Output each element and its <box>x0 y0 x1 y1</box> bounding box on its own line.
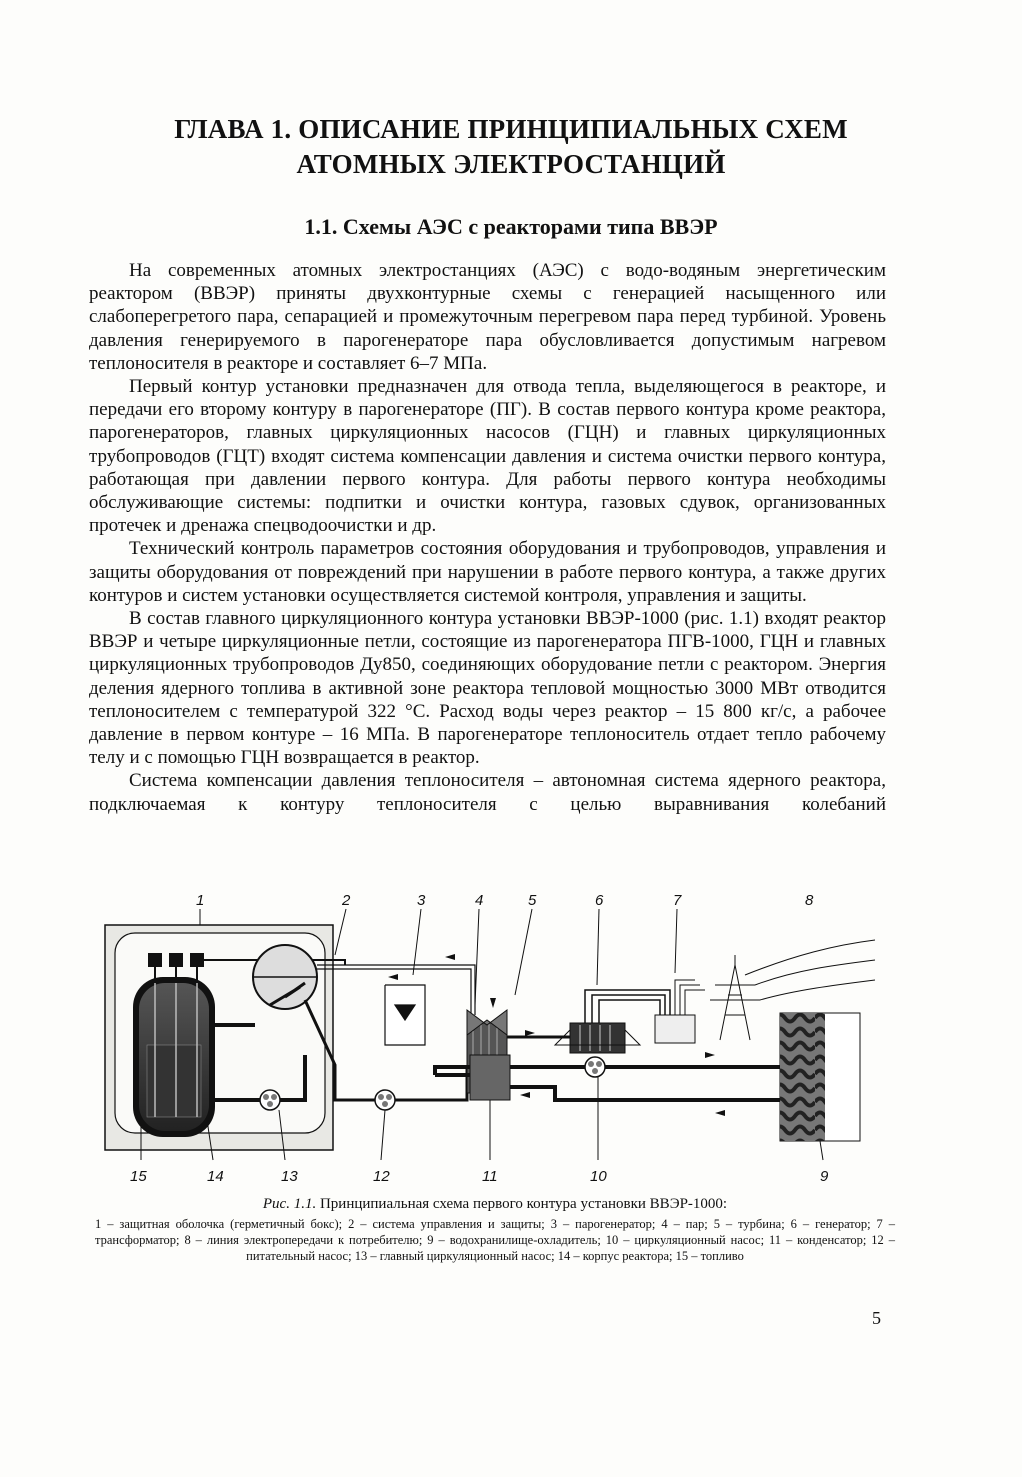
caption-legend: 1 – защитная оболочка (герметичный бокс); 2 – система управления и защиты; 3 – парогенератор; 4 – пар; 5 – турбина; 6 – генератор; 7 – трансформатор; 8 – линия электропередачи к потребителю; 9 – водохранилище-охладитель; 10 – циркуляционный насос; 11 – конденсатор; 12 – питательный насос; 13 – главный циркуляционный насос; 14 – корпус реактора; 15 – топливо <box>95 1217 895 1263</box>
caption-title-text: Принципиальная схема первого контура установки ВВЭР-1000: <box>316 1196 728 1212</box>
cooling-reservoir <box>780 1013 860 1141</box>
label-2: 2 <box>342 892 351 909</box>
top-labels <box>196 892 814 909</box>
label-3: 3 <box>417 892 426 909</box>
label-12: 12 <box>373 1168 390 1185</box>
control-rod-drives <box>148 953 204 967</box>
paragraph: Система компенсации давления теплоносителя – автономная система ядерного реактора, подключаемая к контуру теплоносителя с целью выравнивания колебаний <box>89 770 886 815</box>
figure-caption <box>95 1196 895 1264</box>
feed-pump <box>375 1090 395 1110</box>
label-7: 7 <box>673 892 682 909</box>
label-4: 4 <box>475 892 484 909</box>
page-number: 5 <box>872 1308 881 1328</box>
reactor-vessel <box>133 977 215 1137</box>
label-13: 13 <box>281 1168 298 1185</box>
vver-schematic <box>95 885 885 1190</box>
paragraph: В состав главного циркуляционного контура установки ВВЭР-1000 (рис. 1.1) входят реактор ВВЭР и четыре циркуляционные петли, состоящие из парогенератора ПГВ-1000, ГЦН и главных циркуляционных трубопроводов Ду850, соединяющих оборудование петли с реактором. Энергия деления ядерного топлива в активной зоне реактора тепловой мощностью 3000 МВт отводится теплоносителем с температурой 322 °С. Расход воды через реактор – 15 800 кг/с, а рабочее давление в первом контуре – 16 МПа. В парогенераторе теплоноситель отдает тепло рабочему телу и с помощью ГЦН возвращается в реактор. <box>89 608 886 769</box>
steam-generator <box>253 945 317 1009</box>
bottom-labels <box>130 1168 829 1185</box>
label-9: 9 <box>820 1168 829 1185</box>
label-8: 8 <box>805 892 814 909</box>
label-15: 15 <box>130 1168 147 1185</box>
vver-schematic-figure <box>95 885 885 1190</box>
section-title: 1.1. Схемы АЭС с реакторами типа ВВЭР <box>304 214 718 239</box>
caption-prefix: Рис. 1.1. <box>262 1196 317 1212</box>
label-11: 11 <box>482 1168 498 1185</box>
circulation-pump <box>585 1057 605 1077</box>
main-circulation-pump <box>260 1090 280 1110</box>
body-text <box>89 259 886 816</box>
chapter-title-line-1: ГЛАВА 1. ОПИСАНИЕ ПРИНЦИПИАЛЬНЫХ СХЕМ <box>174 114 848 144</box>
label-14: 14 <box>207 1168 224 1185</box>
label-10: 10 <box>590 1168 607 1185</box>
condenser <box>470 1055 510 1100</box>
chapter-title-line-2: АТОМНЫХ ЭЛЕКТРОСТАНЦИЙ <box>296 149 726 179</box>
label-6: 6 <box>595 892 604 909</box>
label-1: 1 <box>196 892 205 909</box>
chapter-title <box>0 112 1022 182</box>
paragraph: Первый контур установки предназначен для отвода тепла, выделяющегося в реакторе, и передачи его второму контуру в парогенераторе (ПГ). В состав первого контура кроме реактора, парогенераторов, главных циркуляционных насосов (ГЦН) и главных циркуляционных трубопроводов (ГЦТ) входят система компенсации давления и система очистки первого контура, работающая при давлении первого контура. Для работы первого контура необходимы обслуживающие системы: подпитки и очистки контура, газовых сдувок, организованных протечек и дренажа спецводоочистки и др. <box>89 376 886 537</box>
label-5: 5 <box>528 892 537 909</box>
paragraph: Технический контроль параметров состояния оборудования и трубопроводов, управления и защиты оборудования от повреждений при нарушении в работе первого контура, а также других контуров и систем установки осуществляется системой контроля, управления и защиты. <box>89 538 886 606</box>
paragraph: На современных атомных электростанциях (АЭС) с водо-водяным энергетическим реактором (ВВЭР) приняты двухконтурные схемы с генерацией насыщенного или слабоперегретого пара, сепарацией и промежуточным перегревом пара перед турбиной. Уровень давления генерируемого в парогенераторе пара обусловливается допустимым нагревом теплоносителя в реакторе и составляет 6–7 МПа. <box>89 260 886 374</box>
caption-title <box>95 1196 895 1213</box>
